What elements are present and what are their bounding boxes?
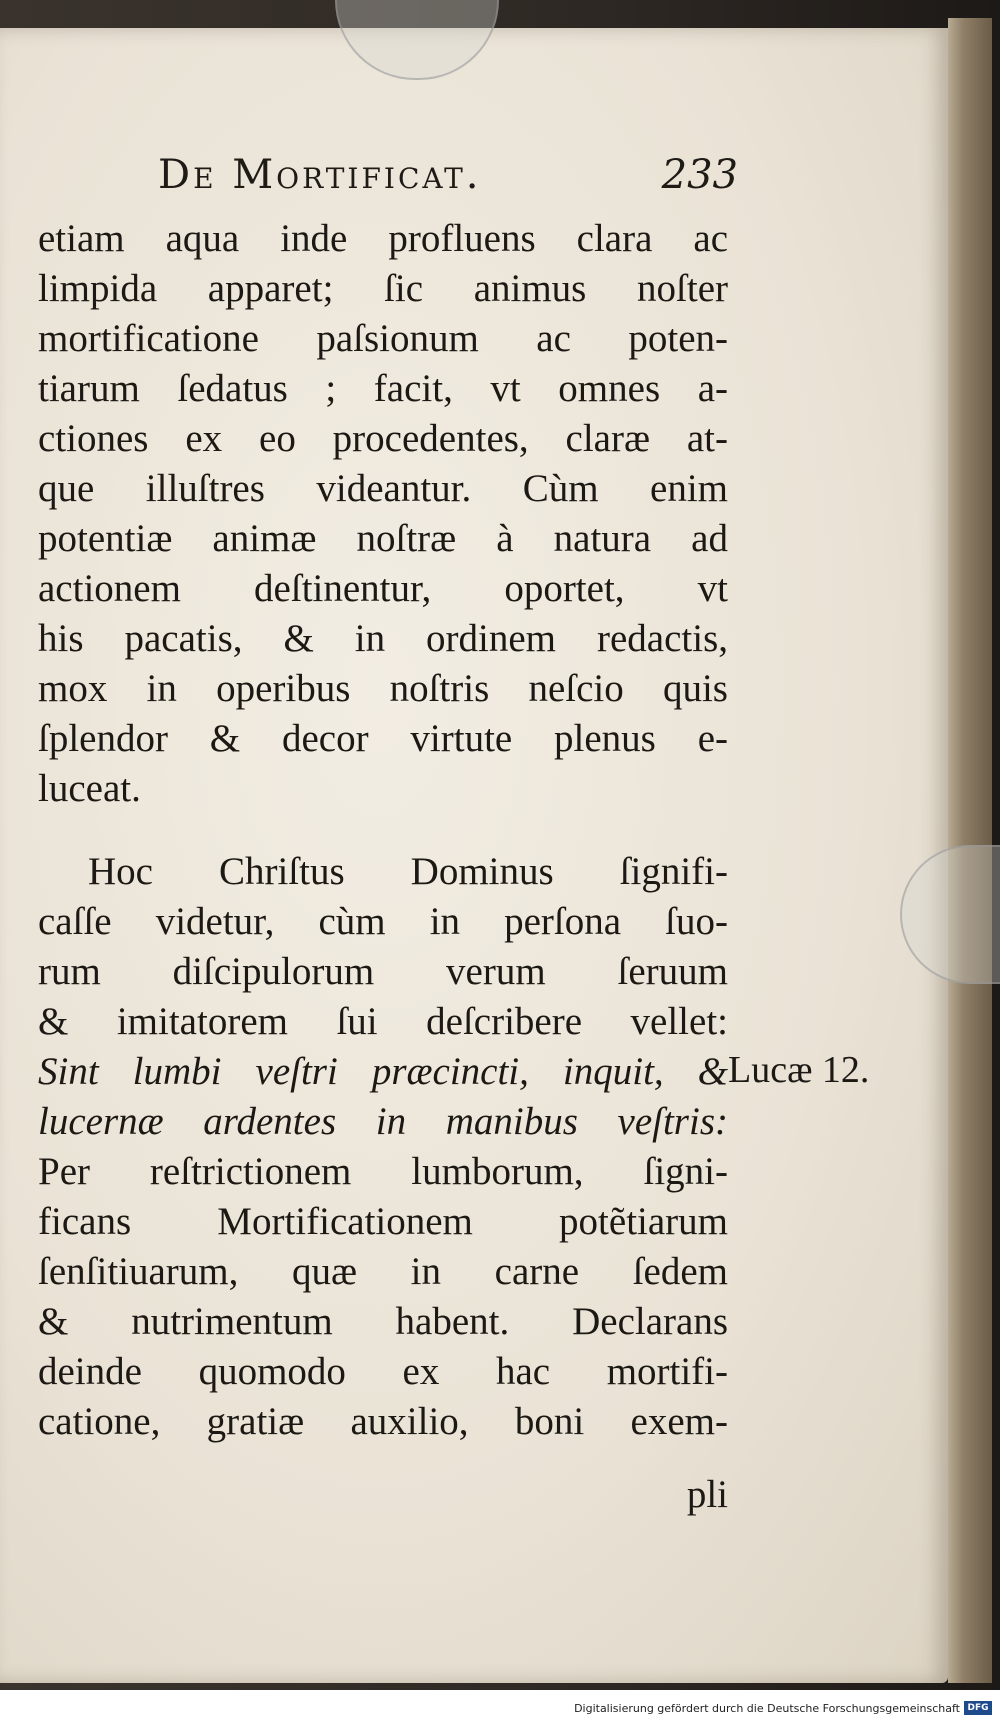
text-line: ſenſitiuarum, quæ in carne ſedem	[38, 1250, 728, 1293]
text-line: etiam aqua inde profluens clara ac	[38, 217, 728, 260]
text-line: his pacatis, & in ordinem redactis,	[38, 617, 728, 660]
text-line: caſſe videtur, cùm in perſona ſuo-	[38, 900, 728, 943]
text-line: ficans Mortificationem potẽtiarum	[38, 1200, 728, 1243]
text-line: Hoc Chriſtus Dominus ſignifi-	[88, 850, 728, 893]
running-title: De Mortificat.	[158, 152, 482, 198]
text-line: Per reſtrictionem lumborum, ſigni-	[38, 1150, 728, 1193]
text-line: tiarum ſedatus ; facit, vt omnes a-	[38, 367, 728, 410]
text-line: ctiones ex eo procedentes, claræ at-	[38, 417, 728, 460]
text-line: lucernæ ardentes in manibus veſtris:	[38, 1100, 728, 1143]
text-line: deinde quomodo ex hac mortifi-	[38, 1350, 728, 1393]
catchword: pli	[686, 1473, 728, 1516]
running-header	[158, 152, 738, 202]
page-number: 233	[661, 152, 738, 198]
digitization-credit: Digitalisierung gefördert durch die Deutsche Forschungsgemeinschaft	[574, 1702, 960, 1715]
text-line: mox in operibus noſtris neſcio quis	[38, 667, 728, 710]
text-line: que illuſtres videantur. Cùm enim	[38, 467, 728, 510]
text-line: limpida apparet; ſic animus noſter	[38, 267, 728, 310]
marginal-note: Lucæ 12.	[728, 1049, 870, 1091]
text-line: actionem deſtinentur, oportet, vt	[38, 567, 728, 610]
text-line: ſplendor & decor virtute plenus e-	[38, 717, 728, 760]
paragraph-2	[38, 847, 728, 1447]
text-line: & imitatorem ſui deſcribere vellet:	[38, 1000, 728, 1043]
text-line: rum diſcipulorum verum ſeruum	[38, 950, 728, 993]
text-line: catione, gratiæ auxilio, boni exem-	[38, 1400, 728, 1443]
paragraph-1	[38, 214, 728, 814]
text-line: Sint lumbi veſtri præcincti, inquit, &	[38, 1050, 728, 1093]
text-line: mortificatione paſsionum ac poten-	[38, 317, 728, 360]
text-line: potentiæ animæ noſtræ à natura ad	[38, 517, 728, 560]
text-line: & nutrimentum habent. Declarans	[38, 1300, 728, 1343]
dfg-logo: DFG	[964, 1701, 992, 1715]
text-line: luceat.	[38, 767, 141, 810]
